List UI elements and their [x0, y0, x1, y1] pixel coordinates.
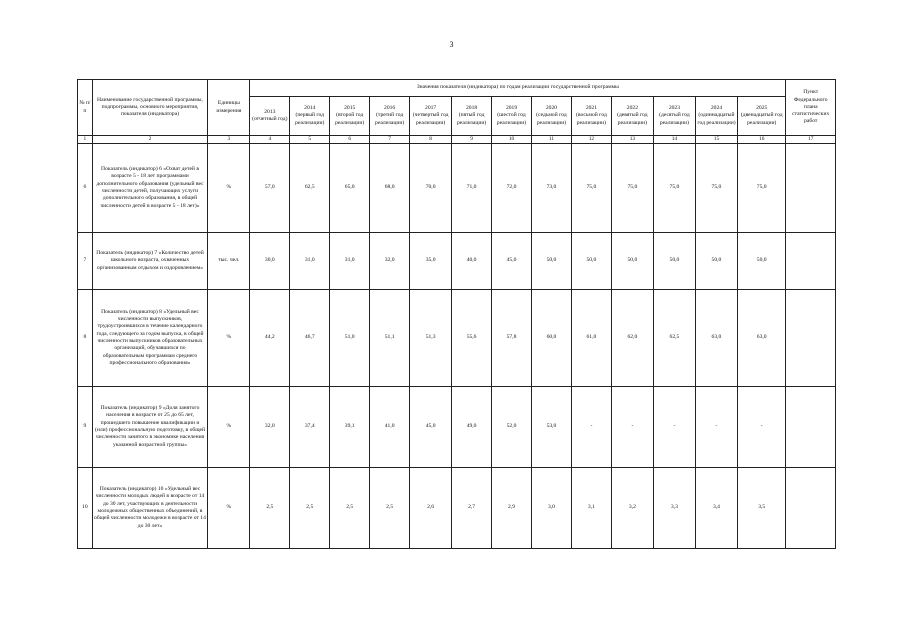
row-value: 30,0: [250, 233, 290, 290]
header-year-label: 2020: [545, 105, 558, 112]
row-unit: %: [208, 468, 250, 549]
header-year-note: (отчетный год): [252, 116, 288, 122]
row-value: 50,0: [532, 233, 572, 290]
header-values-group: Значения показателя (индикатора) по годам реализации государственной программы: [250, 80, 786, 97]
header-year-2025: [737, 97, 785, 136]
row-value: 50,0: [695, 233, 737, 290]
header-year-label: 2023: [668, 105, 681, 112]
row-value: 3,1: [571, 468, 611, 549]
header-year-note: (девятый год реализации): [617, 112, 648, 126]
row-value: 2,5: [250, 468, 290, 549]
row-value: 50,0: [611, 233, 653, 290]
header-year-note: (третий год реализации): [375, 112, 405, 126]
row-value: 41,0: [370, 387, 410, 468]
row-num: 10: [78, 468, 93, 549]
row-value: 75,0: [737, 144, 785, 233]
column-number: 6: [330, 136, 370, 144]
header-year-label: 2018: [466, 105, 478, 112]
column-number: 15: [695, 136, 737, 144]
table-row: [78, 144, 836, 233]
column-number: 8: [410, 136, 452, 144]
row-value: 60,0: [532, 290, 572, 387]
table-row: [78, 387, 836, 468]
indicators-table: [77, 79, 836, 549]
header-year-2013: [250, 97, 290, 136]
row-value: 2,5: [370, 468, 410, 549]
row-num: 8: [78, 290, 93, 387]
row-value: 65,0: [330, 144, 370, 233]
row-unit: %: [208, 144, 250, 233]
row-value: 2,6: [410, 468, 452, 549]
row-value: 51,1: [370, 290, 410, 387]
column-number: 7: [370, 136, 410, 144]
header-year-note: (первый год реализации): [295, 112, 325, 126]
row-value: -: [611, 387, 653, 468]
row-value: 61,0: [571, 290, 611, 387]
row-value: 3,3: [653, 468, 695, 549]
row-name: Показатель (индикатор) 6 «Охват детей в возрасте 5 - 18 лет программами дополнительного образования (удельный вес численности детей, получающих услуги дополнительного образования, в общей численности детей в возрасте 5 - 18 лет)»: [92, 144, 208, 233]
header-year-note: (двенадцатый год реализации): [740, 112, 783, 126]
row-value: 45,0: [410, 387, 452, 468]
row-plan: [786, 290, 836, 387]
header-year-2021: [571, 97, 611, 136]
row-name: Показатель (индикатор) 8 «Удельный вес численности выпускников, трудоустроившихся в течение календарного года, следующего за годом выпуска, в общей численности выпускников образовательных организаций, обучавшихся по образовательным программам среднего профессионального образования»: [92, 290, 208, 387]
row-value: -: [653, 387, 695, 468]
row-unit: тыс. чел.: [208, 233, 250, 290]
row-name: Показатель (индикатор) 9 «Доля занятого населения в возрасте от 25 до 65 лет, прошедшего повышение квалификации и (или) профессиональную подготовку, в общей численности занятого в экономике населения указанной возрастной группы»: [92, 387, 208, 468]
row-value: 62,0: [611, 290, 653, 387]
header-unit: Единицы измерения: [208, 80, 250, 136]
row-value: 3,5: [737, 468, 785, 549]
header-year-label: 2017: [425, 105, 437, 112]
header-year-note: (второй год реализации): [335, 112, 365, 126]
header-year-2020: [532, 97, 572, 136]
row-value: 72,0: [492, 144, 532, 233]
column-number: 5: [290, 136, 330, 144]
column-number: 3: [208, 136, 250, 144]
header-year-2014: [290, 97, 330, 136]
row-value: 63,0: [695, 290, 737, 387]
row-value: 3,2: [611, 468, 653, 549]
row-value: 3,4: [695, 468, 737, 549]
column-number: 10: [492, 136, 532, 144]
table-row: [78, 233, 836, 290]
row-value: 50,0: [737, 233, 785, 290]
row-value: 75,0: [571, 144, 611, 233]
row-value: 44,2: [250, 290, 290, 387]
row-value: 2,7: [452, 468, 492, 549]
column-number: 1: [78, 136, 93, 144]
column-number: 2: [92, 136, 208, 144]
header-year-2018: [452, 97, 492, 136]
column-number: 4: [250, 136, 290, 144]
header-year-note: (одиннадцатый год реализации): [697, 112, 736, 126]
header-year-label: 2019: [505, 105, 518, 112]
row-value: 32,0: [370, 233, 410, 290]
row-value: -: [571, 387, 611, 468]
row-unit: %: [208, 387, 250, 468]
header-year-note: (восьмой год реализации): [576, 112, 607, 126]
header-year-2024: [695, 97, 737, 136]
row-value: 57,0: [250, 144, 290, 233]
row-value: 50,0: [571, 233, 611, 290]
row-value: 68,0: [370, 144, 410, 233]
row-value: 2,5: [330, 468, 370, 549]
row-value: 31,0: [290, 233, 330, 290]
header-year-note: (четвертый год реализации): [412, 112, 449, 126]
row-value: 37,4: [290, 387, 330, 468]
header-year-label: 2025: [756, 105, 768, 112]
header-num: № п/п: [78, 80, 93, 136]
row-value: 57,8: [492, 290, 532, 387]
row-num: 9: [78, 387, 93, 468]
row-value: 52,0: [492, 387, 532, 468]
row-value: 55,6: [452, 290, 492, 387]
header-year-label: 2015: [344, 105, 356, 112]
row-value: 32,0: [250, 387, 290, 468]
page-number: 3: [449, 40, 454, 49]
row-name: Показатель (индикатор) 7 «Количество детей школьного возраста, охваченных организованным отдыхом и оздоровлением»: [92, 233, 208, 290]
column-number: 16: [737, 136, 785, 144]
header-year-2016: [370, 97, 410, 136]
header-year-label: 2021: [585, 105, 597, 112]
row-value: 71,0: [452, 144, 492, 233]
row-num: 6: [78, 144, 93, 233]
row-value: -: [737, 387, 785, 468]
row-value: 40,0: [452, 233, 492, 290]
row-value: 2,9: [492, 468, 532, 549]
row-name: Показатель (индикатор) 10 «Удельный вес численности молодых людей в возрасте от 14 до 30 лет, участвующих в деятельности молодежных общественных объединений, в общей численности молодежи в возрасте от 14 до 30 лет»: [92, 468, 208, 549]
row-value: 39,1: [330, 387, 370, 468]
header-year-label: 2016: [384, 105, 396, 112]
column-number: 9: [452, 136, 492, 144]
row-plan: [786, 468, 836, 549]
header-year-note: (пятый год реализации): [456, 112, 487, 126]
column-number: 13: [611, 136, 653, 144]
header-year-label: 2014: [304, 105, 316, 112]
header-year-2019: [492, 97, 532, 136]
row-plan: [786, 387, 836, 468]
header-year-label: 2022: [626, 105, 638, 112]
column-number: 14: [653, 136, 695, 144]
row-value: 51,3: [410, 290, 452, 387]
column-number: 17: [786, 136, 836, 144]
row-value: 63,0: [737, 290, 785, 387]
column-numbers-row: [78, 136, 836, 144]
column-number: 11: [532, 136, 572, 144]
header-plan: Пункт Федерального плана статистических работ: [786, 80, 836, 136]
row-num: 7: [78, 233, 93, 290]
row-value: 75,0: [611, 144, 653, 233]
table-row: [78, 290, 836, 387]
row-value: 62,5: [653, 290, 695, 387]
row-value: 75,0: [653, 144, 695, 233]
row-value: -: [695, 387, 737, 468]
row-unit: %: [208, 290, 250, 387]
row-value: 75,0: [695, 144, 737, 233]
row-value: 2,5: [290, 468, 330, 549]
header-year-2022: [611, 97, 653, 136]
header-year-label: 2013: [264, 108, 276, 115]
row-value: 53,0: [532, 387, 572, 468]
header-year-2017: [410, 97, 452, 136]
row-value: 3,0: [532, 468, 572, 549]
table-row: [78, 468, 836, 549]
row-plan: [786, 233, 836, 290]
row-value: 50,0: [653, 233, 695, 290]
header-year-2015: [330, 97, 370, 136]
row-value: 31,0: [330, 233, 370, 290]
row-plan: [786, 144, 836, 233]
row-value: 46,7: [290, 290, 330, 387]
row-value: 70,0: [410, 144, 452, 233]
row-value: 51,0: [330, 290, 370, 387]
row-value: 73,0: [532, 144, 572, 233]
header-year-note: (шестой год реализации): [496, 112, 527, 126]
row-value: 62,5: [290, 144, 330, 233]
header-name: Наименование государственной программы, подпрограммы, основного мероприятия, показателя (индикатора): [92, 80, 208, 136]
row-value: 45,0: [492, 233, 532, 290]
column-number: 12: [571, 136, 611, 144]
header-year-note: (седьмой год реализации): [536, 112, 567, 126]
header-year-label: 2024: [710, 105, 723, 112]
row-value: 35,0: [410, 233, 452, 290]
header-year-2023: [653, 97, 695, 136]
row-value: 49,0: [452, 387, 492, 468]
header-year-note: (десятый год реализации): [659, 112, 690, 126]
